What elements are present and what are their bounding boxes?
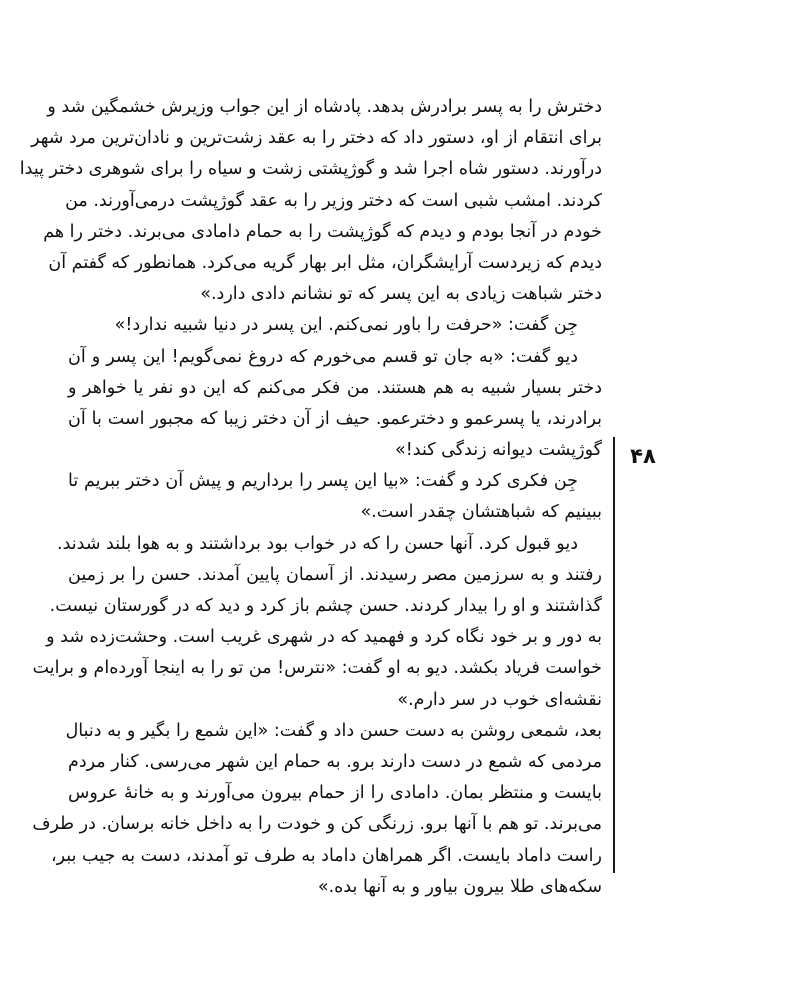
text-line: خودم در آنجا بودم و دیدم که گوژپشت را به حمام دامادی می‌برند. دختر را هم (43, 221, 602, 242)
text-line: دخترش را به پسر برادرش بدهد. پادشاه از این جواب وزیرش خشمگین شد و (47, 97, 602, 117)
text-line: می‌برند. تو هم با آنها برو. زرنگی کن و خودت را به داخل خانه برسان. در طرف (32, 814, 602, 835)
text-line: گذاشتند و او را بیدار کردند. حسن چشم باز کرد و دید که در گورستان نیست. (49, 596, 602, 616)
text-line: ببینیم که شباهتشان چقدر است.» (360, 502, 602, 523)
text-line: به دور و بر خود نگاه کرد و فهمید که در شهری غریب است. وحشت‌زده شد و (46, 627, 602, 648)
text-line: جِن فکری کرد و گفت: «بیا این پسر را برداریم و پیش آن دختر ببریم تا (68, 471, 578, 492)
text-line: دیو گفت: «به جان تو قسم می‌خورم که دروغ نمی‌گویم! این پسر و آن (68, 346, 578, 367)
text-line: کردند. امشب شبی است که دختر وزیر را به عقد گوژپشت درمی‌آورند. من (65, 190, 602, 211)
text-line: درآورند. دستور شاه اجرا شد و گوژپشتی زشت و سیاه را برای شوهری دختر پیدا (19, 159, 602, 180)
text-line: دیدم که زیردست آرایشگران، مثل ابر بهار گریه می‌کرد. همانطور که گفتم آن (48, 252, 602, 273)
page-number: ۴۸ (630, 444, 656, 468)
body-text (19, 92, 602, 903)
text-line: نقشه‌ای خوب در سر دارم.» (397, 689, 602, 710)
text-line: بعد، شمعی روشن به دست حسن داد و گفت: «این شمع را بگیر و به دنبال (65, 720, 602, 741)
text-line: بایست و منتظر بمان. دامادی را از حمام بیرون می‌آورند و به خانهٔ عروس (68, 783, 602, 804)
text-line: دیو قبول کرد. آنها حسن را که در خواب بود برداشتند و به هوا بلند شدند. (57, 533, 578, 554)
text-line: برادرند، یا پسرعمو و دخترعمو. حیف از آن دختر زیبا که مجبور است با آن (68, 408, 602, 429)
text-line: جِن گفت: «حرفت را باور نمی‌کنم. این پسر در دنیا شبیه ندارد!» (114, 315, 578, 336)
margin-rule (613, 437, 615, 873)
text-line: خواست فریاد بکشد. دیو به او گفت: «نترس! من تو را به اینجا آورده‌ام و برایت (32, 658, 602, 679)
text-line: راست داماد بایست. اگر همراهان داماد به طرف تو آمدند، دست به جیب ببر، (51, 845, 602, 866)
text-line: مردمی که شمع در دست دارند برو. به حمام این شهر می‌رسی. کنار مردم (68, 751, 602, 772)
text-line: گوژپشت دیوانه زندگی کند!» (395, 440, 602, 461)
text-line: رفتند و به سرزمین مصر رسیدند. از آسمان پایین آمدند. حسن را بر زمین (68, 564, 602, 585)
text-line: دختر شباهت زیادی به این پسر که تو نشانم دادی دارد.» (200, 284, 602, 305)
text-line: دختر بسیار شبیه به هم هستند. من فکر می‌کنم که این دو نفر یا خواهر و (68, 377, 602, 398)
text-line: برای انتقام از او، دستور داد که دختر را به عقد زشت‌ترین و نادان‌ترین مرد شهر (31, 128, 602, 149)
text-line: سکه‌های طلا بیرون بیاور و به آنها بده.» (317, 876, 602, 897)
